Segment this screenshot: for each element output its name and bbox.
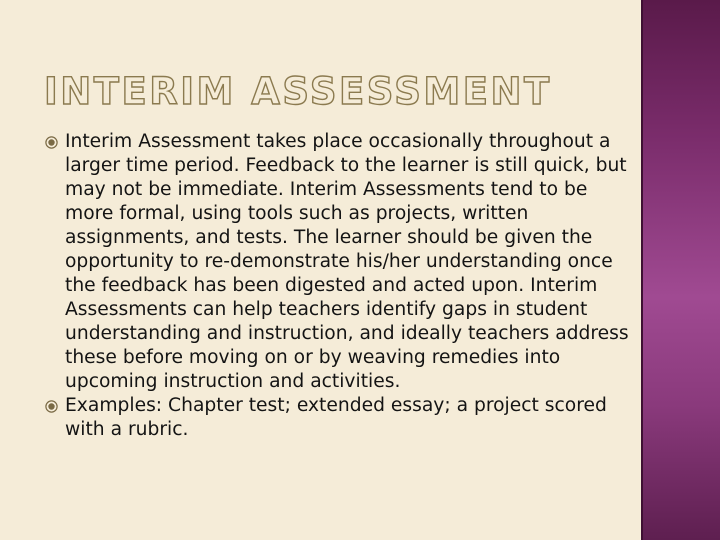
bullet-item — [44, 394, 634, 442]
bullet-text: Examples: Chapter test; extended essay; a project scored with a rubric. — [65, 395, 607, 440]
decorative-side-panel — [641, 0, 720, 540]
bullet-item — [44, 130, 634, 394]
bullet-list — [44, 130, 634, 442]
side-panel-divider — [641, 0, 643, 540]
target-bullet-icon — [44, 130, 65, 154]
slide-title: INTERIM ASSESSMENT — [44, 70, 552, 113]
target-bullet-icon — [44, 394, 65, 418]
bullet-text: Interim Assessment takes place occasionally throughout a larger time period. Feedback to the learner is still quick, but may not be immediate. Interim Assessments tend to be more formal, using tools such as projects, written assignments, and tests. The learner should be given the opportunity to re-demonstrate his/her understanding once the feedback has been digested and acted upon. Interim Assessments can help teachers identify gaps in student understanding and instruction, and ideally teachers address these before moving on or by weaving remedies into upcoming instruction and activities. — [65, 131, 629, 392]
